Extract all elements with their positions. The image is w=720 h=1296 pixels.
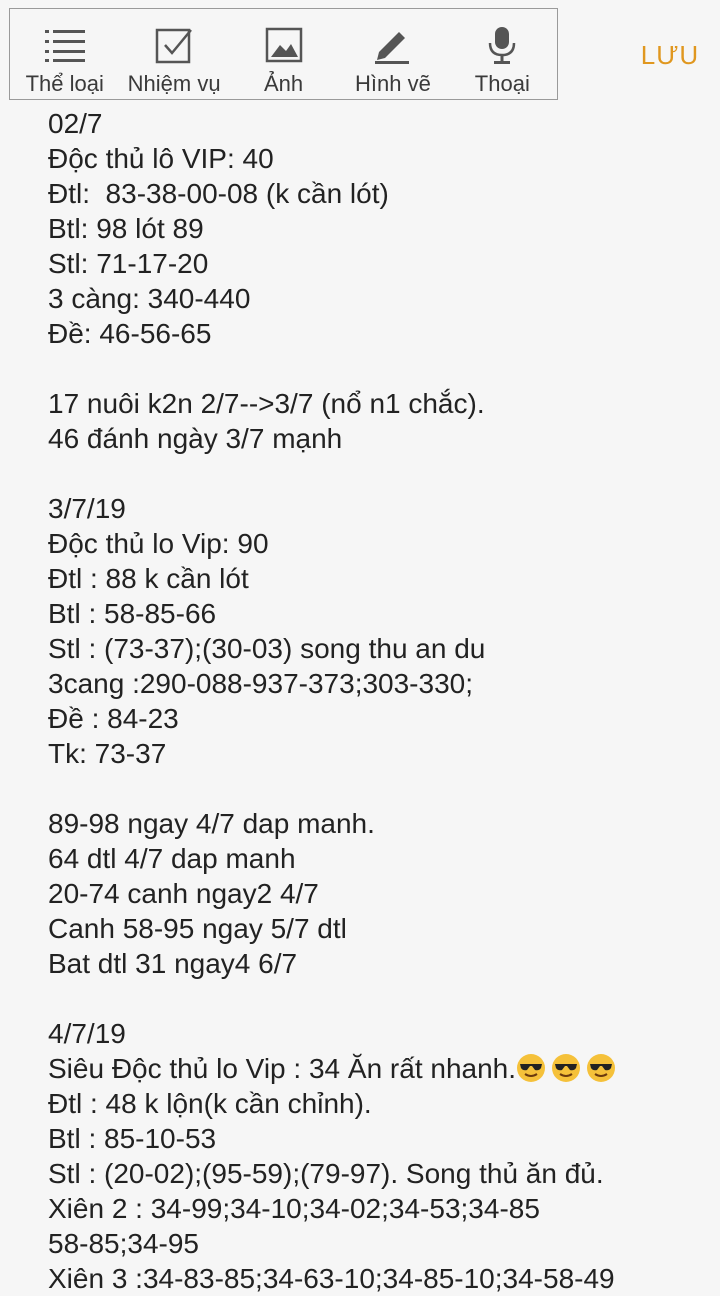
note-line-text: 64 dtl 4/7 dap manh [48,843,296,874]
note-line-text: Canh 58-95 ngay 5/7 dtl [48,913,347,944]
note-line-text: Siêu Độc thủ lo Vip : 34 Ăn rất nhanh. [48,1053,517,1084]
note-line [48,491,713,526]
note-line [48,281,713,316]
note-line-text: Đtl: 83-38-00-08 (k cần lót) [48,178,389,209]
note-line-text: Stl : (73-37);(30-03) song thu an du [48,633,486,664]
note-line [48,386,713,421]
note-line-text: Btl : 85-10-53 [48,1123,217,1154]
note-body[interactable] [48,106,713,1296]
note-line-text: Đtl : 48 k lộn(k cần chỉnh). [48,1088,372,1119]
note-line-text: 17 nuôi k2n 2/7-->3/7 (nổ n1 chắc). [48,388,485,419]
note-line [48,1051,713,1086]
sunglasses-emoji-icon [551,1053,581,1083]
sunglasses-emoji-icon [516,1053,546,1083]
note-line-text: Btl : 58-85-66 [48,598,217,629]
note-line-text: Bat dtl 31 ngay4 6/7 [48,948,298,979]
note-line [48,981,713,1016]
note-line [48,1226,713,1261]
note-line [48,316,713,351]
note-line [48,561,713,596]
note-line [48,456,713,491]
note-line [48,806,713,841]
note-line-text: 3cang :290-088-937-373;303-330; [48,668,474,699]
microphone-icon [480,23,524,67]
note-line-text: 89-98 ngay 4/7 dap manh. [48,808,375,839]
note-line-text: 58-85;34-95 [48,1228,200,1259]
note-line [48,421,713,456]
drawing-label: Hình vẽ [355,71,431,96]
note-line-text: Độc thủ lo Vip: 90 [48,528,269,559]
save-button[interactable]: LƯU [640,40,700,70]
note-line [48,246,713,281]
note-line [48,666,713,701]
category-label: Thể loại [25,71,104,96]
voice-label: Thoại [474,71,530,96]
note-line [48,1086,713,1121]
note-line [48,211,713,246]
note-line [48,1121,713,1156]
note-line-text: 3 càng: 340-440 [48,283,251,314]
list-icon [43,23,87,67]
drawing-button[interactable] [338,9,447,99]
sunglasses-emoji-icon [586,1053,616,1083]
note-line [48,596,713,631]
note-line-text: 3/7/19 [48,493,126,524]
note-line [48,1016,713,1051]
note-line [48,176,713,211]
note-line [48,1261,713,1296]
checkbox-icon [152,23,196,67]
note-line-text: Stl : (20-02);(95-59);(79-97). Song thủ ăn đủ. [48,1158,604,1189]
image-icon [262,23,306,67]
voice-button[interactable] [448,9,557,99]
note-line [48,631,713,666]
editor-toolbar [9,8,558,100]
note-line [48,946,713,981]
pen-icon [371,23,415,67]
note-line [48,351,713,386]
note-line-text: 4/7/19 [48,1018,126,1049]
note-line-text: Đtl : 88 k cần lót [48,563,249,594]
note-line [48,701,713,736]
note-line [48,736,713,771]
note-line-text: Độc thủ lô VIP: 40 [48,143,274,174]
task-label: Nhiệm vụ [127,71,221,96]
note-line [48,771,713,806]
note-line-text: 02/7 [48,108,103,139]
note-line-text: Đề : 84-23 [48,703,179,734]
note-line [48,526,713,561]
note-line-text: Xiên 2 : 34-99;34-10;34-02;34-53;34-85 [48,1193,540,1224]
note-line-text: Xiên 3 :34-83-85;34-63-10;34-85-10;34-58-49 [48,1263,615,1294]
image-button[interactable] [229,9,338,99]
note-line-text: 46 đánh ngày 3/7 mạnh [48,423,343,454]
note-line-text: 20-74 canh ngay2 4/7 [48,878,319,909]
note-line [48,141,713,176]
note-line [48,1191,713,1226]
note-line [48,106,713,141]
note-line [48,841,713,876]
category-button[interactable] [10,9,119,99]
note-line-text: Stl: 71-17-20 [48,248,209,279]
note-line-text: Tk: 73-37 [48,738,167,769]
note-line-text: Btl: 98 lót 89 [48,213,204,244]
note-line [48,876,713,911]
note-line [48,1156,713,1191]
task-button[interactable] [119,9,228,99]
image-label: Ảnh [263,71,304,96]
note-line-text: Đề: 46-56-65 [48,318,212,349]
note-line [48,911,713,946]
